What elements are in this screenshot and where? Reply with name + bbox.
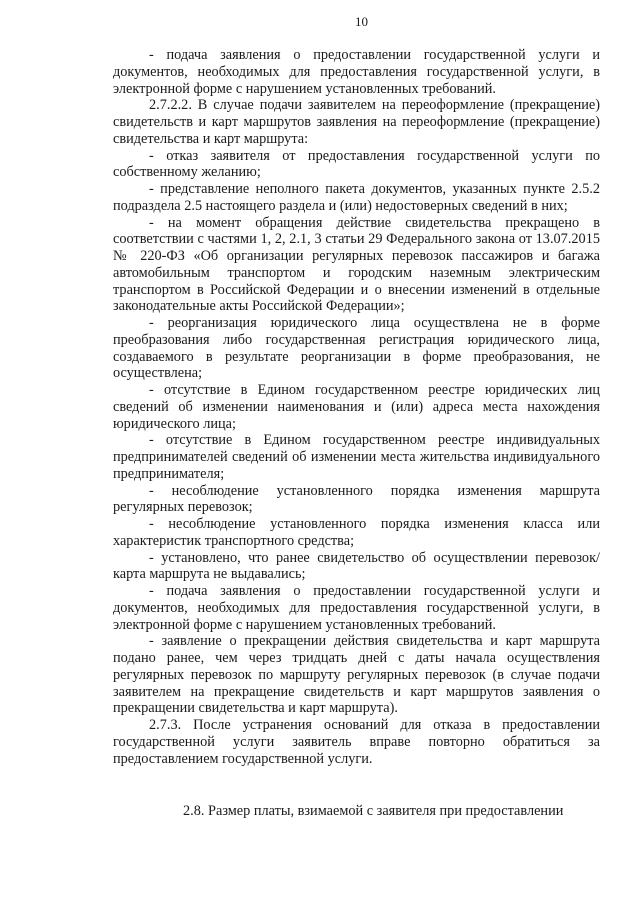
paragraph-legal-entity-registry: - отсутствие в Едином государственном реестре юридических лиц сведений об изменении наименования и (или) адреса места нахождения юридического лица; (113, 382, 600, 432)
paragraph-2-7-3: 2.7.3. После устранения оснований для отказа в предоставлении государственной услуги заявитель вправе повторно обратиться за предоставлением государственной услуги. (113, 717, 600, 767)
section-heading-2-8: 2.8. Размер платы, взимаемой с заявителя при предоставлении (183, 803, 564, 820)
paragraph-early-termination-request: - заявление о прекращении действия свидетельства и карт маршрута подано ранее, чем через тридцать дней с даты начала осуществления регулярных перевозок по маршруту регулярных перевозок (в случае подачи заявителем на прекращение свидетельств и карт маршрутов заявления о прекращении свидетельства и карт маршрута). (113, 633, 600, 717)
paragraph-entrepreneur-registry: - отсутствие в Едином государственном реестре индивидуальных предпринимателей сведений об изменении места жительства индивидуального предпринимателя; (113, 432, 600, 482)
page-number: 10 (355, 14, 368, 29)
paragraph-certificate-terminated: - на момент обращения действие свидетельства прекращено в соответствии с частями 1, 2, 2.1, 3 статьи 29 Федерального закона от 13.07.2015 № 220-ФЗ «Об организации регулярных перевозок пассажиров и багажа автомобильным транспортом и городским наземным электрическим транспортом в Российской Федерации и о внесении изменений в отдельные законодательные акты Российской Федерации»; (113, 214, 600, 315)
paragraph-not-previously-issued: - установлено, что ранее свидетельство об осуществлении перевозок/карта маршрута не выдавались; (113, 549, 600, 583)
paragraph-reorganization: - реорганизация юридического лица осуществлена не в форме преобразования либо государственная регистрация юридического лица, создаваемого в результате реорганизации в форме преобразования, не осуществлена; (113, 315, 600, 382)
paragraph-applicant-refusal: - отказ заявителя от предоставления государственной услуги по собственному желанию; (113, 147, 600, 181)
paragraph-incomplete-documents: - представление неполного пакета документов, указанных пункте 2.5.2 подраздела 2.5 настоящего раздела и (или) недостоверных сведений в них; (113, 181, 600, 214)
paragraph-electronic-submission-violation: - подача заявления о предоставлении государственной услуги и документов, необходимых для предоставления государственной услуги, в электронной форме с нарушением установленных требований. (113, 47, 600, 97)
paragraph-route-change-procedure: - несоблюдение установленного порядка изменения маршрута регулярных перевозок; (113, 482, 600, 516)
paragraph-electronic-submission-violation-2: - подача заявления о предоставлении государственной услуги и документов, необходимых для предоставления государственной услуги, в электронной форме с нарушением установленных требований. (113, 583, 600, 633)
paragraph-vehicle-class-procedure: - несоблюдение установленного порядка изменения класса или характеристик транспортного средства; (113, 516, 600, 549)
document-body (113, 47, 600, 767)
paragraph-2-7-2-2: 2.7.2.2. В случае подачи заявителем на переоформление (прекращение) свидетельств и карт маршрутов заявления на переоформление (прекращение) свидетельства и карт маршрута: (113, 97, 600, 147)
